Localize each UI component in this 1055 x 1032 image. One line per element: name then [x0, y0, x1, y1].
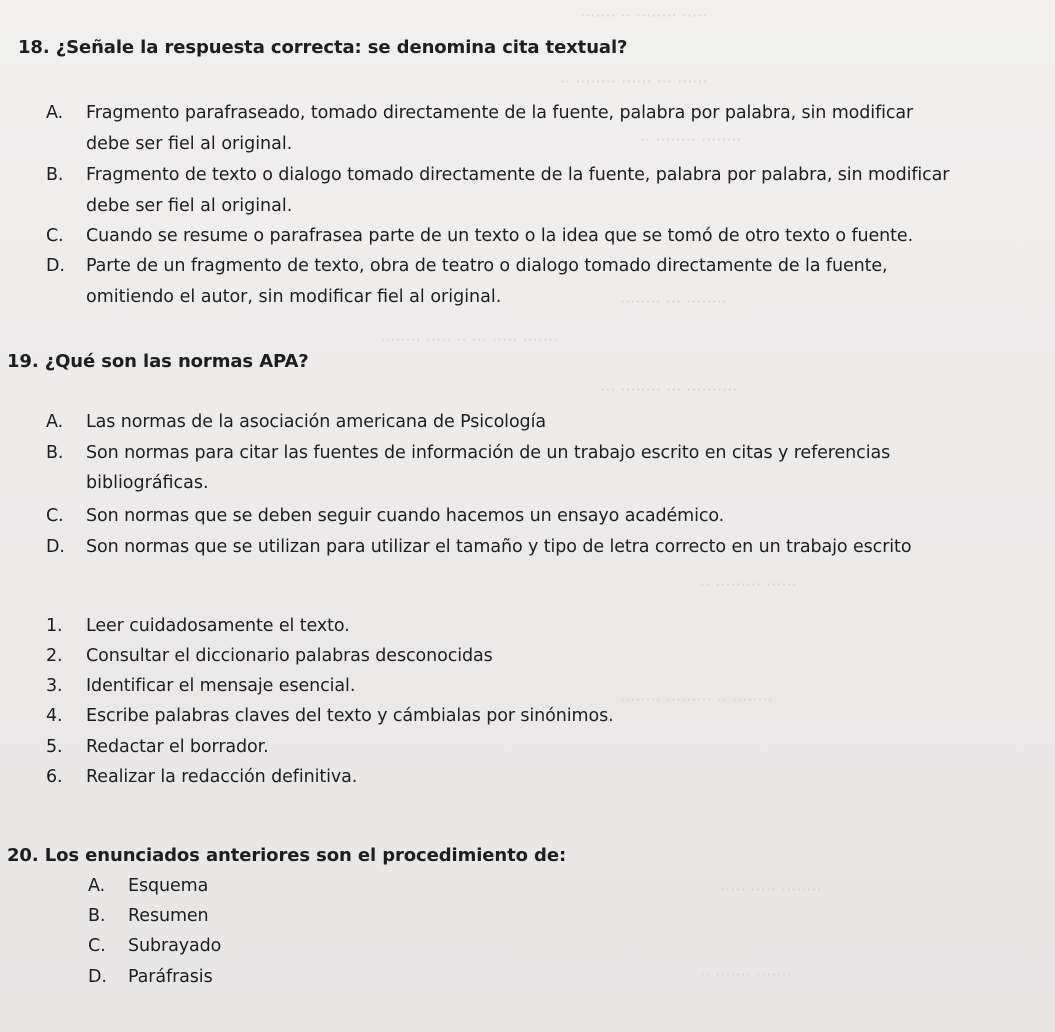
q18-option-b — [46, 165, 949, 185]
option-text: Fragmento de texto o dialogo tomado directamente de la fuente, palabra por palabra, sin modificar — [86, 165, 950, 185]
q19-option-c — [46, 506, 724, 526]
show-through-text: ········ ····· ····· — [720, 880, 822, 899]
show-through-text: ······· ······· ·· — [700, 965, 792, 984]
question-text: ¿Qué son las normas APA? — [44, 351, 309, 372]
q18-option-a — [46, 103, 913, 123]
q19-option-d — [46, 537, 911, 557]
option-text: Parte de un fragmento de texto, obra de teatro o dialogo tomado directamente de la fuente, — [86, 256, 888, 276]
option-letter: B. — [46, 443, 64, 463]
option-text: Subrayado — [128, 936, 222, 956]
q20-option-c — [88, 936, 221, 956]
show-through-text: ······· ····· ··· ·· ····· ········ — [380, 330, 559, 349]
step-text: Leer cuidadosamente el texto. — [86, 616, 350, 636]
show-through-text: ······ ··· ······ ········ ·· — [560, 72, 708, 91]
step-text: Realizar la redacción definitiva. — [86, 767, 358, 787]
q18-option-d-continued: omitiendo el autor, sin modificar fiel al original. — [86, 287, 502, 307]
step-number: 1. — [46, 616, 63, 636]
option-letter: C. — [88, 936, 106, 956]
step-2 — [46, 646, 493, 666]
step-3 — [46, 676, 355, 696]
show-through-text: ········ ·· ········· ········ — [620, 690, 773, 709]
step-text: Identificar el mensaje esencial. — [86, 676, 356, 696]
step-4 — [46, 706, 614, 726]
q18-option-b-continued: debe ser fiel al original. — [86, 196, 293, 216]
step-text: Redactar el borrador. — [86, 737, 269, 757]
option-letter: D. — [46, 537, 65, 557]
question-number: 20. — [7, 845, 39, 866]
q18-option-c — [46, 226, 913, 246]
option-text: Paráfrasis — [128, 967, 213, 987]
option-text: Son normas que se deben seguir cuando hacemos un ensayo académico. — [86, 506, 725, 526]
show-through-text: ······ ········· ·· — [700, 575, 797, 594]
q19-option-a — [46, 412, 546, 432]
show-through-text: ····· ········ ·· ······· — [580, 6, 708, 25]
q19-option-b — [46, 443, 890, 463]
option-letter: B. — [88, 906, 106, 926]
option-letter: A. — [46, 103, 64, 123]
show-through-text: ········ ········ ·· — [640, 130, 742, 149]
option-letter: A. — [46, 412, 64, 432]
step-1 — [46, 616, 350, 636]
step-number: 3. — [46, 676, 63, 696]
q18-option-d — [46, 256, 888, 276]
option-letter: C. — [46, 506, 64, 526]
question-19 — [7, 351, 309, 372]
question-20 — [7, 845, 566, 866]
q20-option-d — [88, 967, 213, 987]
q18-option-a-continued: debe ser fiel al original. — [86, 134, 293, 154]
question-number: 18. — [18, 37, 50, 58]
step-number: 5. — [46, 737, 63, 757]
show-through-text: ········ ··· ········ — [620, 292, 727, 311]
q19-option-b-continued: bibliográficas. — [86, 473, 209, 493]
option-text: Fragmento parafraseado, tomado directamente de la fuente, palabra por palabra, sin modificar — [86, 103, 914, 123]
question-text: ¿Señale la respuesta correcta: se denomina cita textual? — [55, 37, 628, 58]
q20-option-a — [88, 876, 208, 896]
step-number: 2. — [46, 646, 63, 666]
show-through-text: ·········· ··· ········ ··· — [600, 380, 738, 399]
step-text: Escribe palabras claves del texto y cámbialas por sinónimos. — [86, 706, 614, 726]
question-text: Los enunciados anteriores son el procedimiento de: — [44, 845, 567, 866]
step-number: 4. — [46, 706, 63, 726]
option-letter: B. — [46, 165, 64, 185]
step-6 — [46, 767, 357, 787]
option-text: Cuando se resume o parafrasea parte de un texto o la idea que se tomó de otro texto o fuente. — [86, 226, 914, 246]
option-letter: A. — [88, 876, 106, 896]
option-letter: C. — [46, 226, 64, 246]
question-number: 19. — [7, 351, 39, 372]
option-text: Resumen — [128, 906, 209, 926]
question-18 — [18, 37, 627, 58]
option-text: Las normas de la asociación americana de Psicología — [86, 412, 546, 432]
option-text: Esquema — [128, 876, 209, 896]
step-number: 6. — [46, 767, 63, 787]
option-letter: D. — [46, 256, 65, 276]
option-letter: D. — [88, 967, 107, 987]
step-5 — [46, 737, 269, 757]
step-text: Consultar el diccionario palabras desconocidas — [86, 646, 493, 666]
option-text: Son normas para citar las fuentes de información de un trabajo escrito en citas y referencias — [86, 443, 891, 463]
q20-option-b — [88, 906, 209, 926]
option-text: Son normas que se utilizan para utilizar el tamaño y tipo de letra correcto en un trabajo escrito — [86, 537, 912, 557]
